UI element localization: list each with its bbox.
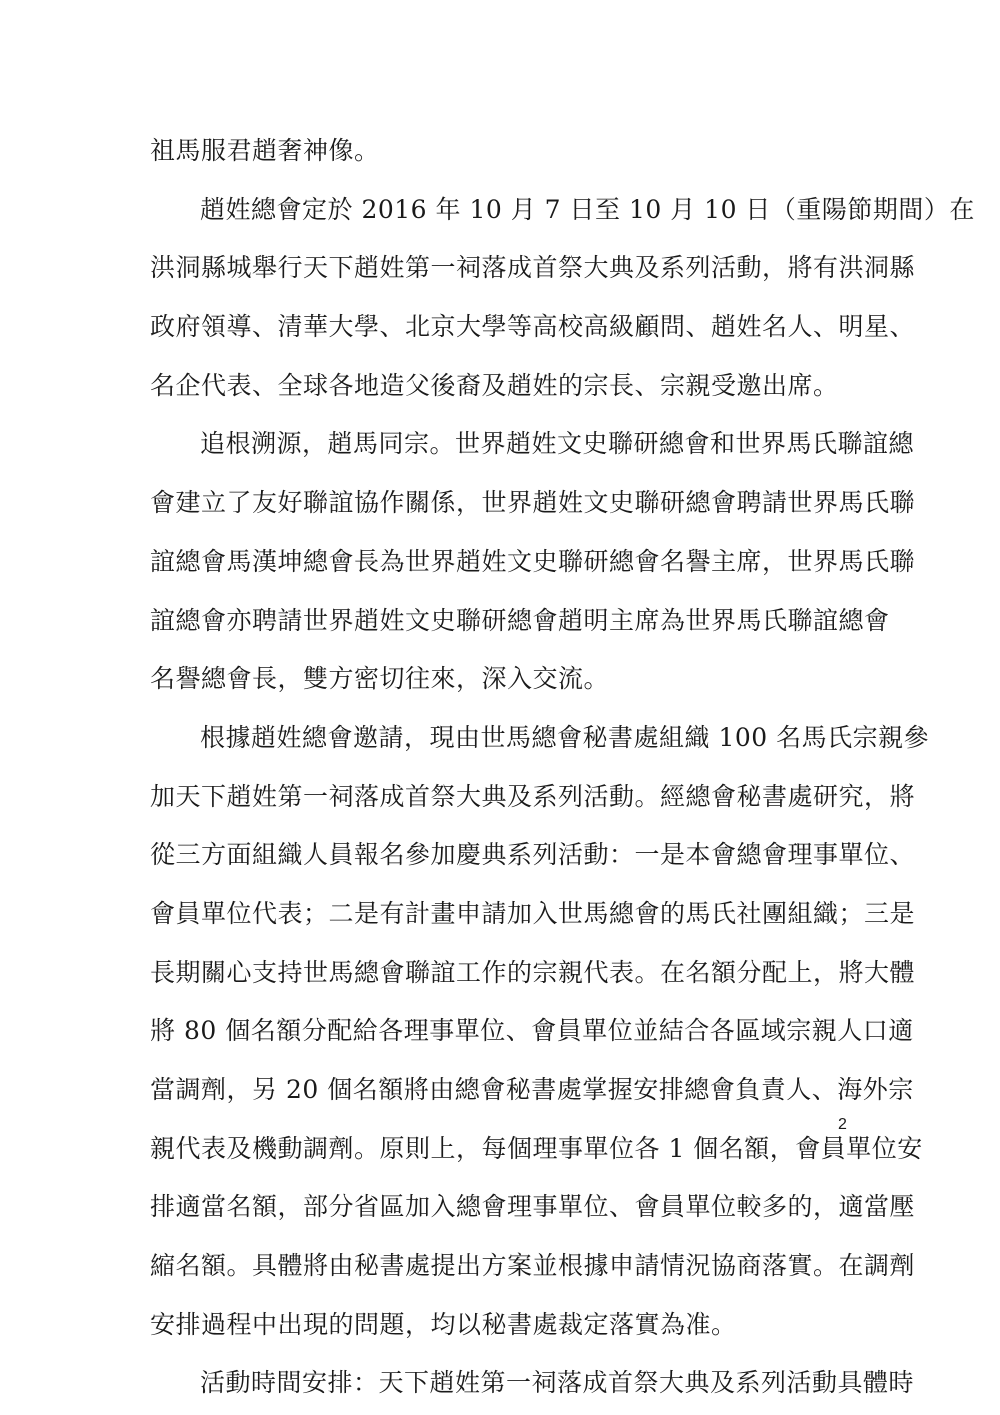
text-line: 當調劑，另 20 個名額將由總會秘書處掌握安排總會負責人、海外宗 bbox=[150, 1075, 914, 1104]
text-line: 誼總會亦聘請世界趙姓文史聯研總會趙明主席為世界馬氏聯誼總會 bbox=[150, 605, 890, 635]
text-line: 從三方面組織人員報名參加慶典系列活動：一是本會總會理事單位、 bbox=[150, 840, 916, 870]
text-line: 活動時間安排：天下趙姓第一祠落成首祭大典及系列活動具體時 bbox=[200, 1368, 915, 1398]
text-line: 安排過程中出現的問題，均以秘書處裁定落實為准。 bbox=[150, 1309, 737, 1339]
paragraph bbox=[150, 1354, 915, 1413]
document-body bbox=[150, 122, 975, 1413]
paragraph bbox=[150, 415, 916, 708]
text-line: 政府領導、清華大學、北京大學等高校高級顧問、趙姓名人、明星、 bbox=[150, 312, 916, 342]
text-line: 會員單位代表；二是有計畫申請加入世馬總會的馬氏社團組織；三是 bbox=[150, 898, 916, 928]
text-line: 加天下趙姓第一祠落成首祭大典及系列活動。經總會秘書處研究，將 bbox=[150, 781, 916, 811]
text-line: 名企代表、全球各地造父後裔及趙姓的宗長、宗親受邀出席。 bbox=[150, 370, 839, 400]
paragraph bbox=[150, 181, 975, 416]
text-line: 名譽總會長，雙方密切往來，深入交流。 bbox=[150, 664, 610, 694]
text-line: 將 80 個名額分配給各理事單位、會員單位並結合各區域宗親人口適 bbox=[150, 1016, 914, 1046]
text-line: 誼總會馬漢坤總會長為世界趙姓文史聯研總會名譽主席，世界馬氏聯 bbox=[150, 546, 916, 576]
text-line: 親代表及機動調劑。原則上，每個理事單位各 1 個名額，會員單位安 bbox=[150, 1133, 923, 1163]
text-line: 追根溯源，趙馬同宗。世界趙姓文史聯研總會和世界馬氏聯誼總 bbox=[200, 429, 915, 459]
text-line: 長期關心支持世馬總會聯誼工作的宗親代表。在名額分配上，將大體 bbox=[150, 957, 916, 987]
text-line: 排適當名額，部分省區加入總會理事單位、會員單位較多的，適當壓 bbox=[150, 1192, 916, 1222]
page-number: 2 bbox=[838, 1116, 847, 1133]
text-line: 縮名額。具體將由秘書處提出方案並根據申請情況協商落實。在調劑 bbox=[150, 1251, 916, 1281]
paragraph bbox=[150, 122, 860, 181]
text-line: 會建立了友好聯誼協作關係，世界趙姓文史聯研總會聘請世界馬氏聯 bbox=[150, 488, 916, 518]
text-line: 根據趙姓總會邀請，現由世馬總會秘書處組織 100 名馬氏宗親參 bbox=[200, 722, 930, 752]
text-line: 趙姓總會定於 2016 年 10 月 7 日至 10 月 10 日（重陽節期間）在 bbox=[200, 194, 975, 224]
text-line: 祖馬服君趙奢神像。 bbox=[150, 136, 380, 165]
paragraph bbox=[150, 709, 930, 1355]
text-line: 洪洞縣城舉行天下趙姓第一祠落成首祭大典及系列活動，將有洪洞縣 bbox=[150, 253, 916, 283]
